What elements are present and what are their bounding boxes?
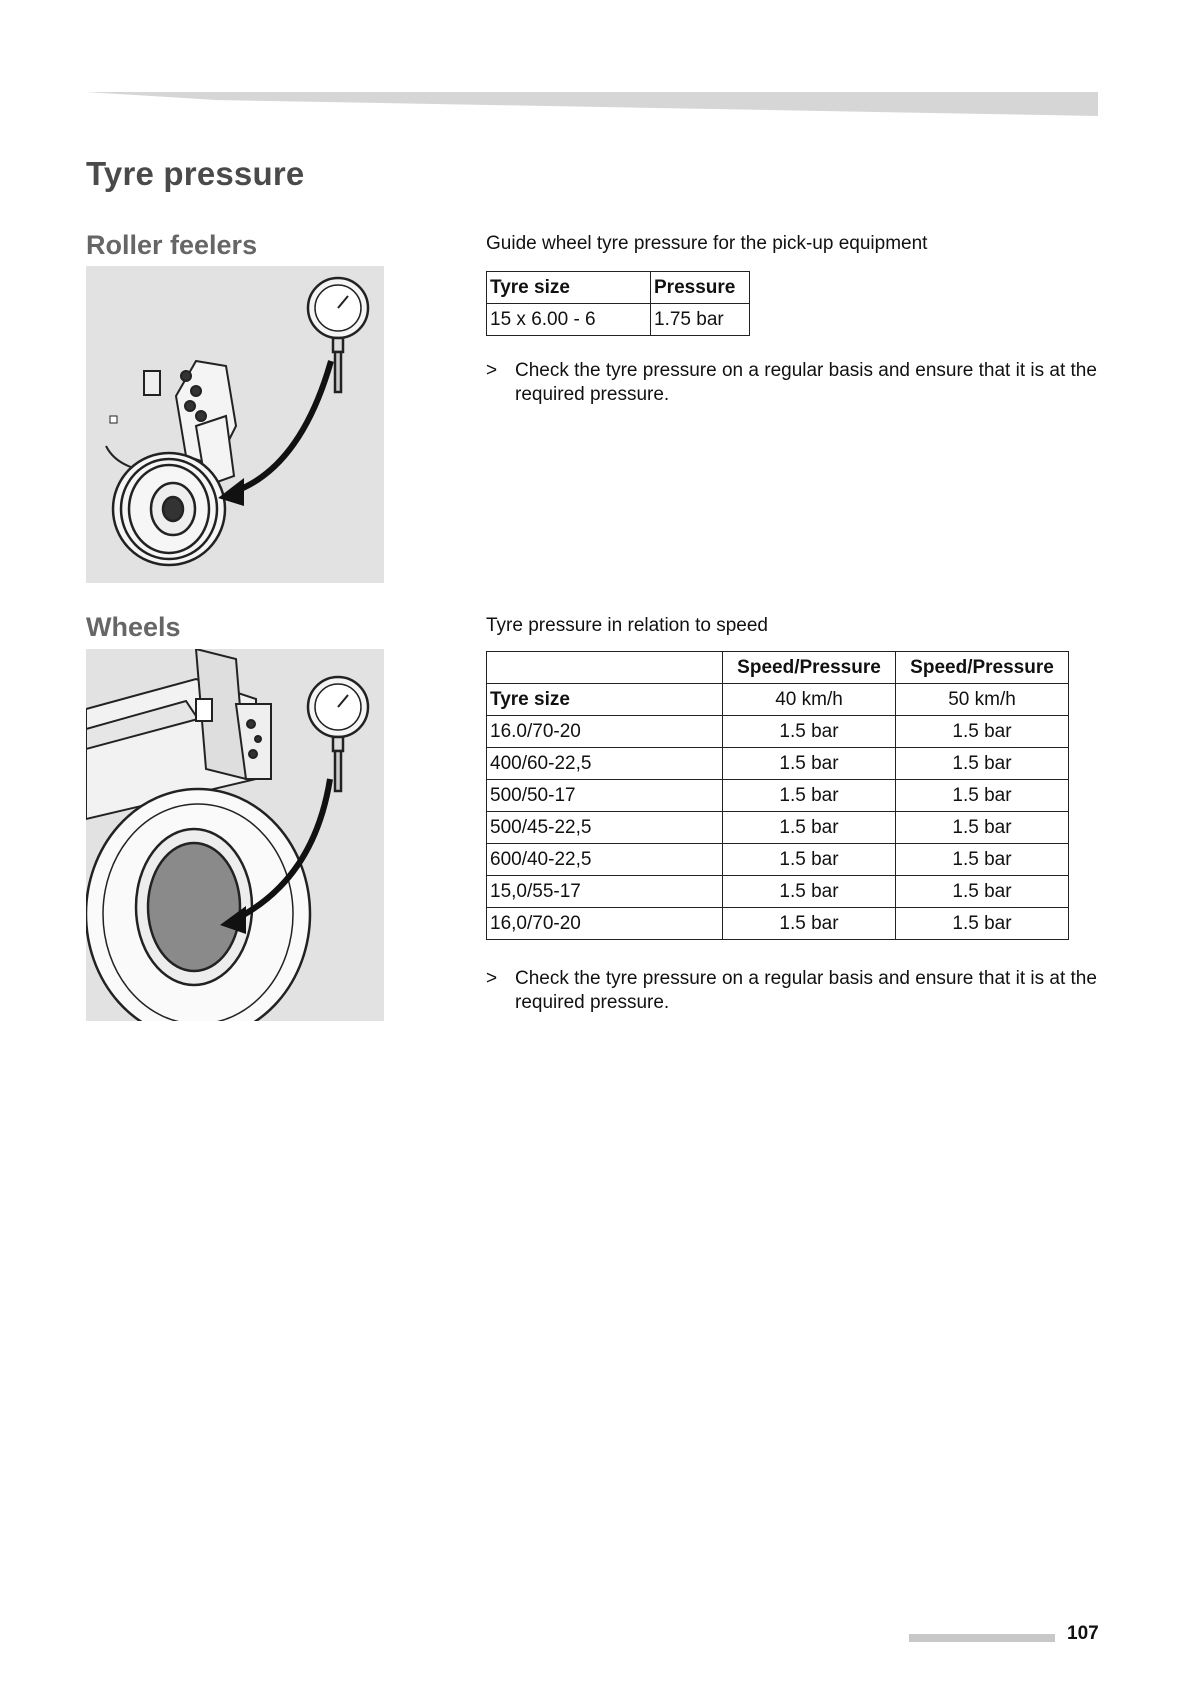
group-header: Speed/Pressure: [896, 652, 1069, 684]
table-cell: 1.5 bar: [723, 780, 896, 812]
table-cell: 1.5 bar: [896, 908, 1069, 940]
table-cell: 1.5 bar: [896, 812, 1069, 844]
column-header: 50 km/h: [896, 684, 1069, 716]
roller-feelers-heading: Roller feelers: [86, 230, 258, 260]
roller-wheel-illustration: [113, 453, 225, 565]
table-cell: 1.5 bar: [723, 812, 896, 844]
column-header: Tyre size: [487, 684, 723, 716]
page-title: Tyre pressure: [86, 155, 305, 192]
table-cell: 1.5 bar: [723, 876, 896, 908]
note-marker: >: [486, 968, 498, 989]
table-cell: 16,0/70-20: [487, 908, 723, 940]
note-text: Check the tyre pressure on a regular basis and ensure that it is at the required pressure.: [515, 360, 1097, 405]
wheels-intro: Tyre pressure in relation to speed: [486, 615, 768, 636]
column-header: 40 km/h: [723, 684, 896, 716]
table-cell: 15,0/55-17: [487, 876, 723, 908]
tyre-illustration: [86, 789, 310, 1021]
group-header: [487, 652, 723, 684]
table-cell: 500/50-17: [487, 780, 723, 812]
table-cell: 16.0/70-20: [487, 716, 723, 748]
table-row: [487, 780, 1069, 812]
table-row: [487, 716, 1069, 748]
table-group-header-row: [487, 652, 1069, 684]
table-cell: 1.75 bar: [651, 304, 750, 336]
roller-feelers-table: [486, 271, 750, 336]
page-number: 107: [1067, 1623, 1099, 1644]
table-cell: 1.5 bar: [723, 908, 896, 940]
table-cell: 1.5 bar: [723, 844, 896, 876]
table-row: [487, 876, 1069, 908]
table-cell: 600/40-22,5: [487, 844, 723, 876]
wheels-table: [486, 651, 1069, 940]
table-cell: 400/60-22,5: [487, 748, 723, 780]
table-cell: 1.5 bar: [896, 748, 1069, 780]
note-text: Check the tyre pressure on a regular basis and ensure that it is at the required pressure.: [515, 968, 1097, 1013]
table-cell: 1.5 bar: [723, 716, 896, 748]
table-cell: 1.5 bar: [896, 716, 1069, 748]
wheels-note: [486, 967, 1101, 1015]
table-cell: 1.5 bar: [723, 748, 896, 780]
roller-feelers-figure: [86, 266, 384, 583]
table-row: [487, 748, 1069, 780]
table-cell: 1.5 bar: [896, 780, 1069, 812]
table-cell: 15 x 6.00 - 6: [487, 304, 651, 336]
table-cell: 1.5 bar: [896, 876, 1069, 908]
header-bar: [86, 90, 1098, 116]
curved-arrow-icon: [236, 361, 331, 491]
table-header-row: [487, 684, 1069, 716]
column-header: Tyre size: [487, 272, 651, 304]
wheels-figure: [86, 649, 384, 1021]
table-cell: 500/45-22,5: [487, 812, 723, 844]
pressure-gauge-icon: [308, 278, 368, 392]
wheels-heading: Wheels: [86, 612, 181, 642]
table-header-row: [487, 272, 750, 304]
table-row: [487, 304, 750, 336]
group-header: Speed/Pressure: [723, 652, 896, 684]
roller-feelers-note: [486, 359, 1101, 407]
table-cell: 1.5 bar: [896, 844, 1069, 876]
table-row: [487, 844, 1069, 876]
table-row: [487, 908, 1069, 940]
note-marker: >: [486, 360, 498, 381]
column-header: Pressure: [651, 272, 750, 304]
pressure-gauge-icon: [308, 677, 368, 791]
roller-feelers-intro: Guide wheel tyre pressure for the pick-up equipment: [486, 233, 928, 254]
table-row: [487, 812, 1069, 844]
footer-bar: [909, 1634, 1055, 1642]
